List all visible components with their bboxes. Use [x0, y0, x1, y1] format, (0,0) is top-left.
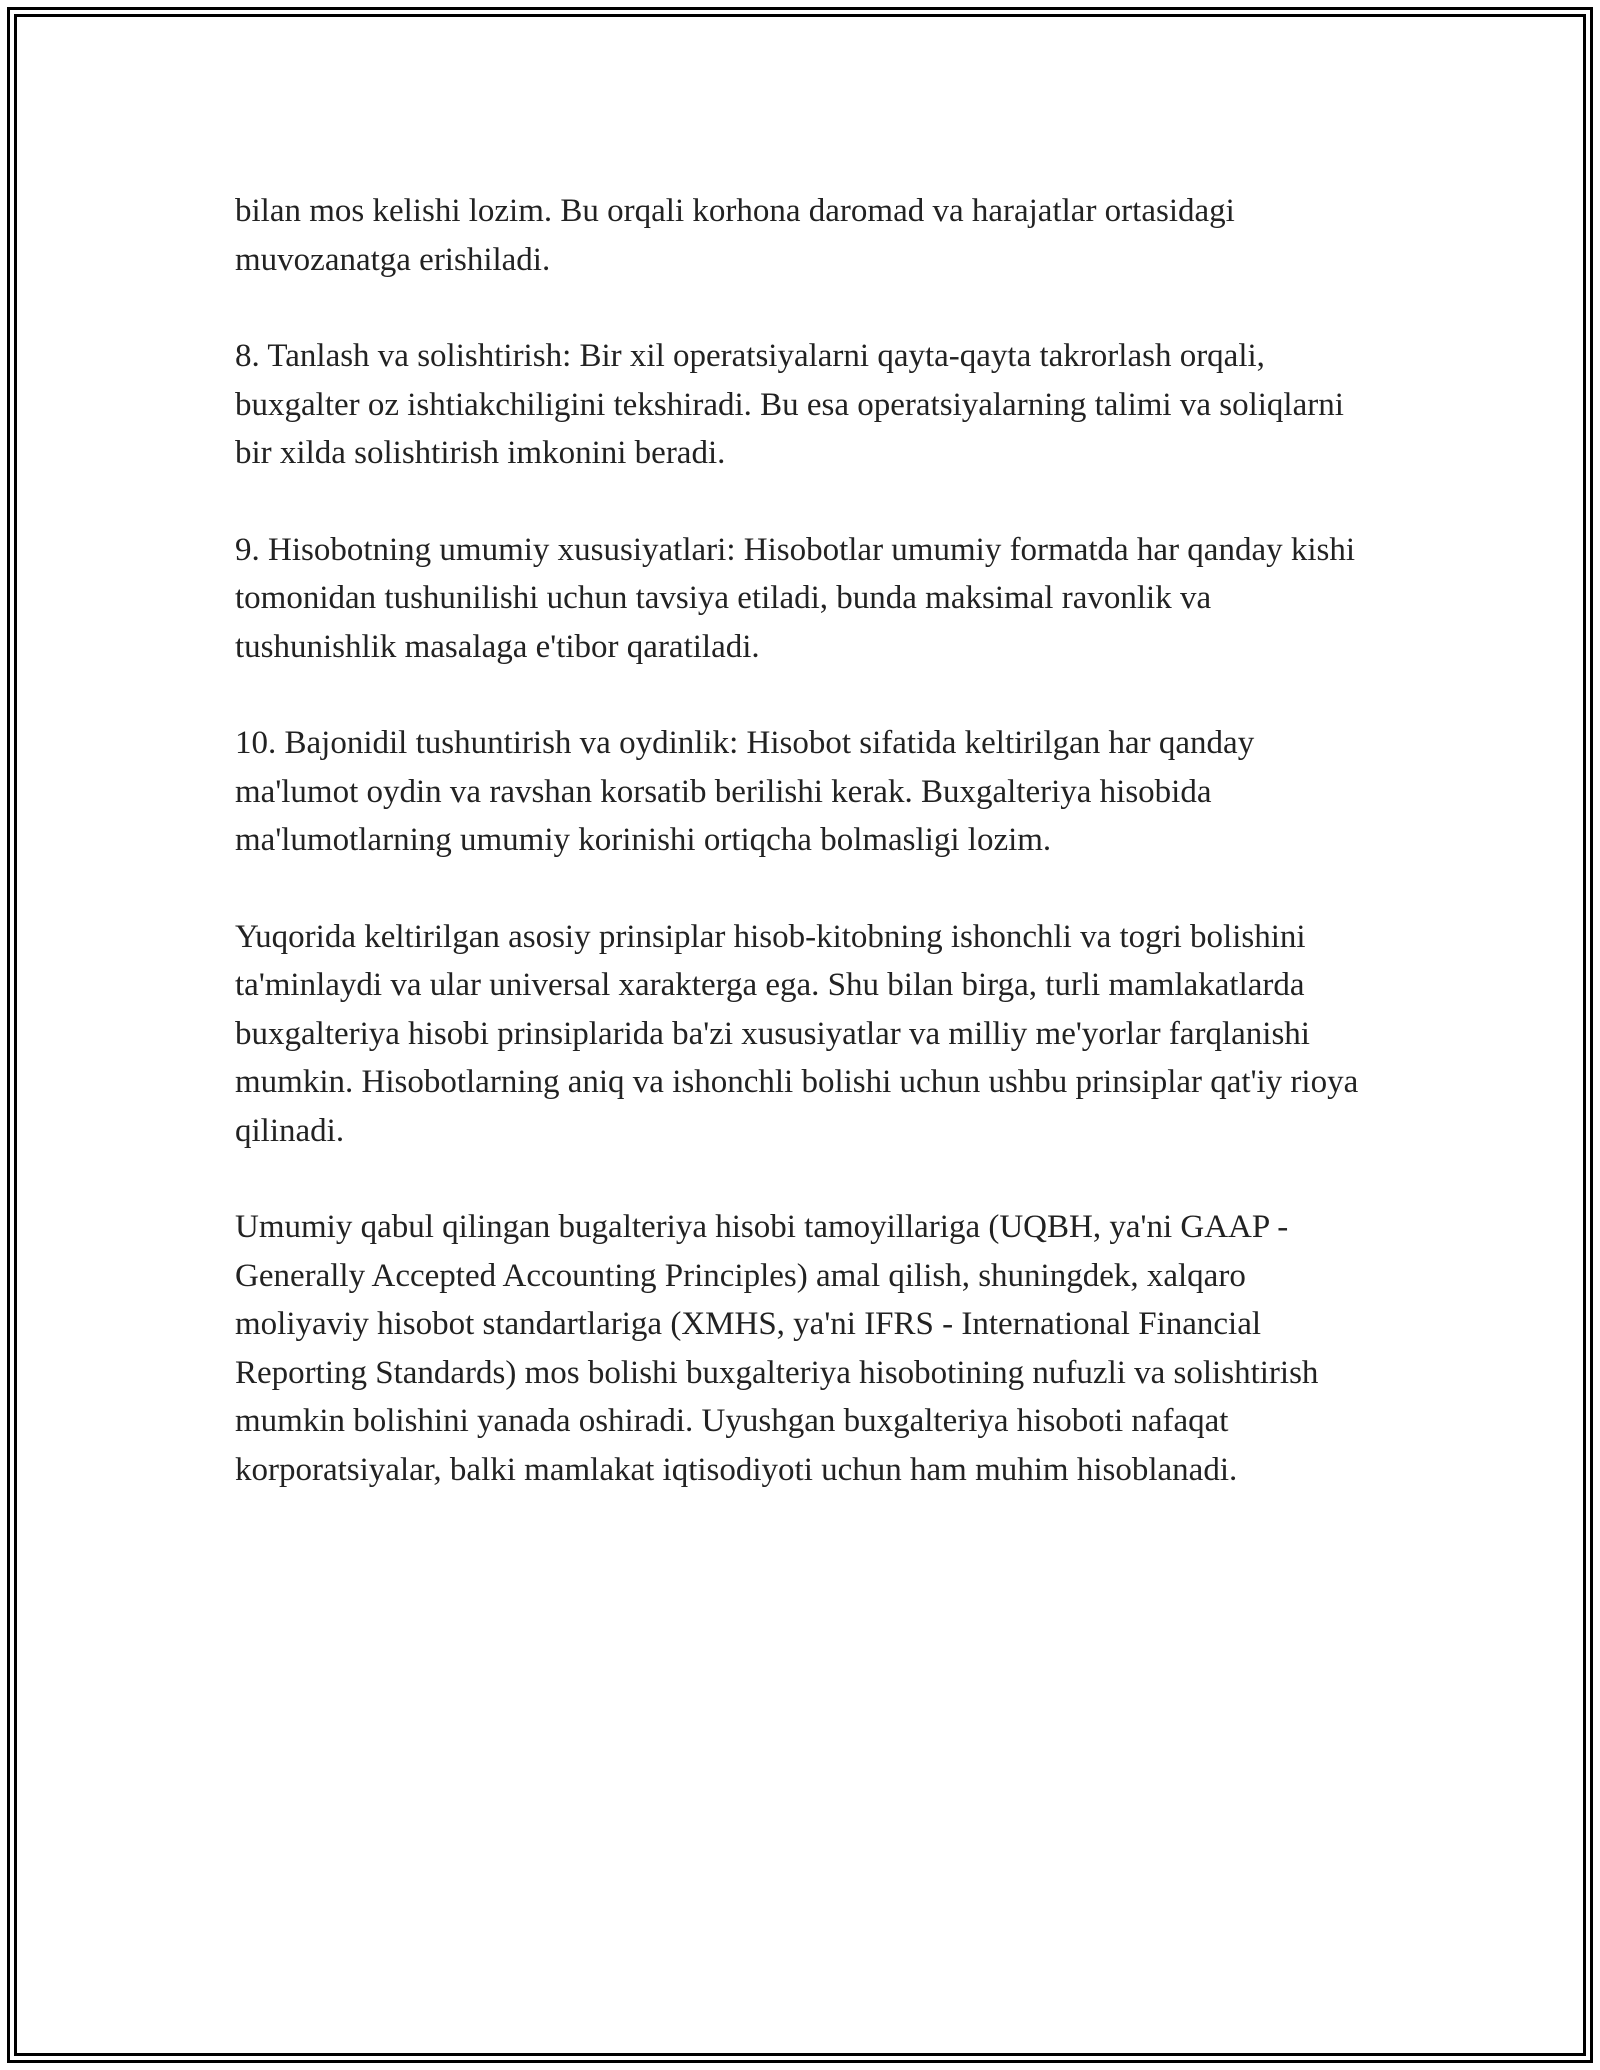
paragraph-continuation: bilan mos kelishi lozim. Bu orqali korhona daromad va harajatlar ortasidagi muvozanatga erishiladi. — [235, 193, 1235, 278]
document-body — [235, 187, 1375, 1494]
paragraph-gaap-ifrs: Umumiy qabul qilingan bugalteriya hisobi tamoyillariga (UQBH, ya'ni GAAP - Generally Accepted Accounting Principles) amal qilish, shuningdek, xalqaro moliyaviy hisobot standartlariga (XMHS, ya'ni IFRS - International Financial Reporting Standards) mos bolishi buxgalteriya hisobotining nufuzli va solishtirish mumkin bolishini yanada oshiradi. Uyushgan buxgalteriya hisoboti nafaqat korporatsiyalar, balki mamlakat iqtisodiyoti uchun ham muhim hisoblanadi. — [235, 1209, 1319, 1488]
paragraph-summary: Yuqorida keltirilgan asosiy prinsiplar hisob-kitobning ishonchli va togri bolishini ta'minlaydi va ular universal xarakterga ega. Shu bilan birga, turli mamlakatlarda buxgalteriya hisobi prinsiplarida ba'zi xususiyatlar va milliy me'yorlar farqlanishi mumkin. Hisobotlarning aniq va ishonchli bolishi uchun ushbu prinsiplar qat'iy rioya qilinadi. — [235, 918, 1359, 1149]
paragraph-principle-8: 8. Tanlash va solishtirish: Bir xil operatsiyalarni qayta-qayta takrorlash orqali, buxgalter oz ishtiakchiligini tekshiradi. Bu esa operatsiyalarning talimi va soliqlarni bir xilda solishtirish imkonini beradi. — [235, 338, 1344, 471]
paragraph-principle-9: 9. Hisobotning umumiy xususiyatlari: Hisobotlar umumiy formatda har qanday kishi tomonidan tushunilishi uchun tavsiya etiladi, bunda maksimal ravonlik va tushunishlik masalaga e'tibor qaratiladi. — [235, 531, 1356, 665]
paragraph-principle-10: 10. Bajonidil tushuntirish va oydinlik: Hisobot sifatida keltirilgan har qanday ma'lumot oydin va ravshan korsatib berilishi kerak. Buxgalteriya hisobida ma'lumotlarning umumiy korinishi ortiqcha bolmasligi lozim. — [235, 725, 1255, 858]
